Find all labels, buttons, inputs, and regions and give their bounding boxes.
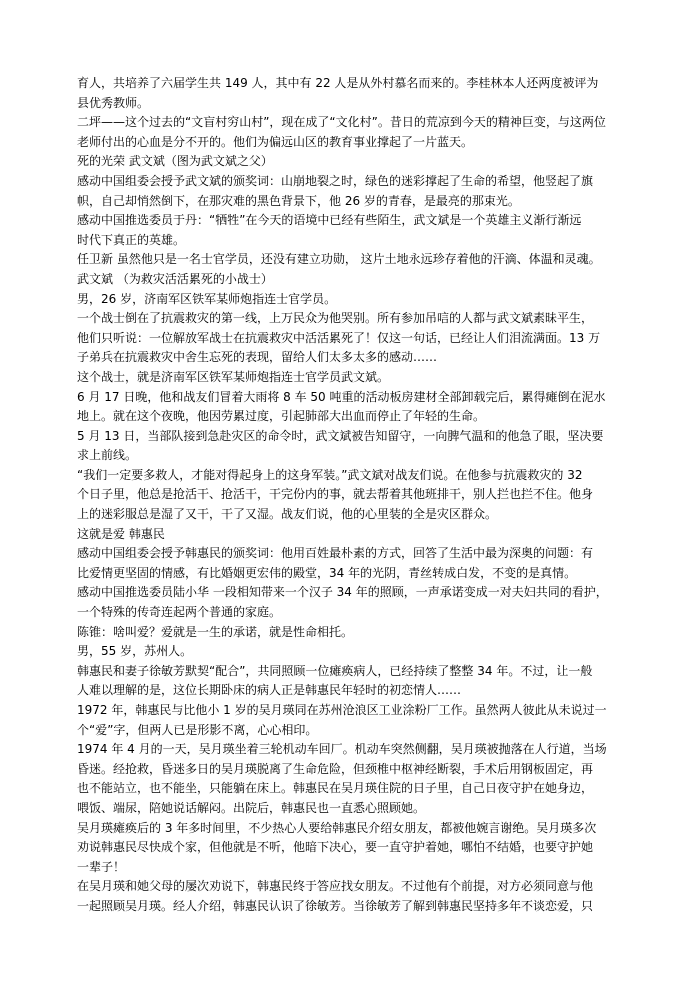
text-line: 这个战士，就是济南军区铁军某师炮指连士官学员武文斌。	[77, 369, 390, 384]
text-line: 帜，自己却悄然倒下，在那灾难的黑色背景下，他 26 岁的青春，是最亮的那束光。	[77, 193, 520, 208]
text-line: 个“爱”字，但两人已是形影不离，心心相印。	[77, 722, 318, 737]
text-line: 县优秀教师。	[77, 95, 150, 110]
text-line: 个日子里，他总是抢活干、抢活干，干完份内的事，就去帮着其他班排干，别人拦也拦不住。他身	[77, 487, 594, 502]
text-line: 也不能站立，也不能坐，只能躺在床上。韩惠民在吴月瑛住院的日子里，自己日夜守护在她身边，	[77, 781, 594, 796]
text-line: 6 月 17 日晚，他和战友们冒着大雨将 8 车 50 吨重的活动板房建材全部卸载完后，累得瘫倒在泥水	[77, 389, 606, 404]
text-line: 男，26 岁，济南军区铁军某师炮指连士官学员。	[77, 291, 337, 306]
text-line: 男，55 岁，苏州人。	[77, 644, 193, 659]
document-body	[77, 74, 625, 917]
text-line: 感动中国推选委员陆小华 一段相知带来一个汉子 34 年的照顾，一声承诺变成一对夫妇共同的看护，	[77, 585, 608, 600]
text-line: 1974 年 4 月的一天，吴月瑛坐着三轮机动车回厂。机动车突然侧翻，吴月瑛被抛落在人行道，当场	[77, 742, 607, 757]
text-line: 在吴月瑛和她父母的屡次劝说下，韩惠民终于答应找女朋友。不过他有个前提，对方必须同意与他	[77, 879, 594, 894]
text-line: 吴月瑛瘫痪后的 3 年多时间里，不少热心人要给韩惠民介绍女朋友，都被他婉言谢绝。吴月瑛多次	[77, 820, 597, 835]
text-line: 子弟兵在抗震救灾中舍生忘死的表现，留给人们太多太多的感动……	[77, 350, 438, 365]
text-line: 5 月 13 日，当部队接到急赴灾区的命令时，武文斌被告知留守，一向脾气温和的他急了眼，坚决要	[77, 428, 604, 443]
text-line: 求上前线。	[77, 448, 138, 463]
text-line: 昏迷。经抢救，昏迷多日的吴月瑛脱离了生命危险，但颈椎中枢神经断裂，手术后用钢板固定，再	[77, 761, 594, 776]
text-line: 一辈子！	[77, 859, 126, 874]
section-heading: 武文斌 （为救灾活活累死的小战士）	[77, 271, 273, 286]
text-line: 地上。就在这个夜晚，他因劳累过度，引起肺部大出血而停止了年轻的生命。	[77, 409, 486, 424]
section-heading: 这就是爱 韩惠民	[77, 526, 165, 541]
text-line: 感动中国组委会授予韩惠民的颁奖词：他用百姓最朴素的方式，回答了生活中最为深奥的问题：有	[77, 546, 594, 561]
text-line: 1972 年，韩惠民与比他小 1 岁的吴月瑛同在苏州沧浪区工业涂粉厂工作。虽然两人彼此从未说过一	[77, 703, 607, 717]
text-line: 他们只听说：一位解放军战士在抗震救灾中活活累死了！仅这一句话，已经让人们泪流满面。13 万	[77, 330, 601, 345]
text-line: 劝说韩惠民尽快成个家，但他就是不听，他暗下决心，要一直守护着她，哪怕不结婚，也要守护她	[77, 840, 594, 855]
text-line: 时代下真正的英雄。	[77, 232, 186, 247]
text-line: 感动中国推选委员于丹：“牺牲”在今天的语境中已经有些陌生，武文斌是一个英雄主义渐行渐远	[77, 213, 582, 228]
text-line: 一起照顾吴月瑛。经人介绍，韩惠民认识了徐敏芳。当徐敏芳了解到韩惠民坚持多年不谈恋爱，只	[77, 898, 594, 913]
text-line: 比爱情更坚固的情感，有比婚姻更宏伟的殿堂，34 年的光阴，青丝转成白发，不变的是真情。	[77, 565, 577, 580]
text-line: 感动中国组委会授予武文斌的颁奖词：山崩地裂之时，绿色的迷彩撑起了生命的希望，他竖起了旗	[77, 173, 594, 188]
text-line: 人难以理解的是，这位长期卧床的病人正是韩惠民年轻时的初恋情人……	[77, 683, 462, 698]
text-line: 上的迷彩服总是湿了又干，干了又湿。战友们说，他的心里装的全是灾区群众。	[77, 507, 498, 522]
text-line: 任卫新 虽然他只是一名士官学员，还没有建立功勋， 这片土地永远珍存着他的汗滴、体温和灵魂。	[77, 252, 601, 267]
section-heading: 死的光荣 武文斌（图为武文斌之父）	[77, 154, 273, 169]
text-line: “我们一定要多救人，才能对得起身上的这身军装。”武文斌对战友们说。在他参与抗震救灾的 32	[77, 467, 583, 482]
text-line: 韩惠民和妻子徐敏芳默契“配合”，共同照顾一位瘫痪病人，已经持续了整整 34 年。不过，让一般	[77, 663, 593, 678]
text-line: 一个特殊的传奇连起两个普通的家庭。	[77, 605, 282, 620]
text-line: 二坪——这个过去的“文盲村穷山村”，现在成了“文化村”。昔日的荒凉到今天的精神巨变，与这两位	[77, 115, 606, 130]
text-line: 喂饭、端尿，陪她说话解闷。出院后，韩惠民也一直悉心照顾她。	[77, 800, 426, 815]
text-line: 育人，共培养了六届学生共 149 人，其中有 22 人是从外村慕名而来的。李桂林本人还两度被评为	[77, 76, 599, 90]
text-line: 陈锥：啥叫爱？爱就是一生的承诺，就是性命相托。	[77, 624, 354, 639]
text-line: 一个战士倒在了抗震救灾的第一线，上万民众为他哭别。所有参加吊唁的人都与武文斌素昧平生，	[77, 311, 594, 326]
text-line: 老师付出的心血是分不开的。他们为偏远山区的教育事业撑起了一片蓝天。	[77, 134, 474, 149]
